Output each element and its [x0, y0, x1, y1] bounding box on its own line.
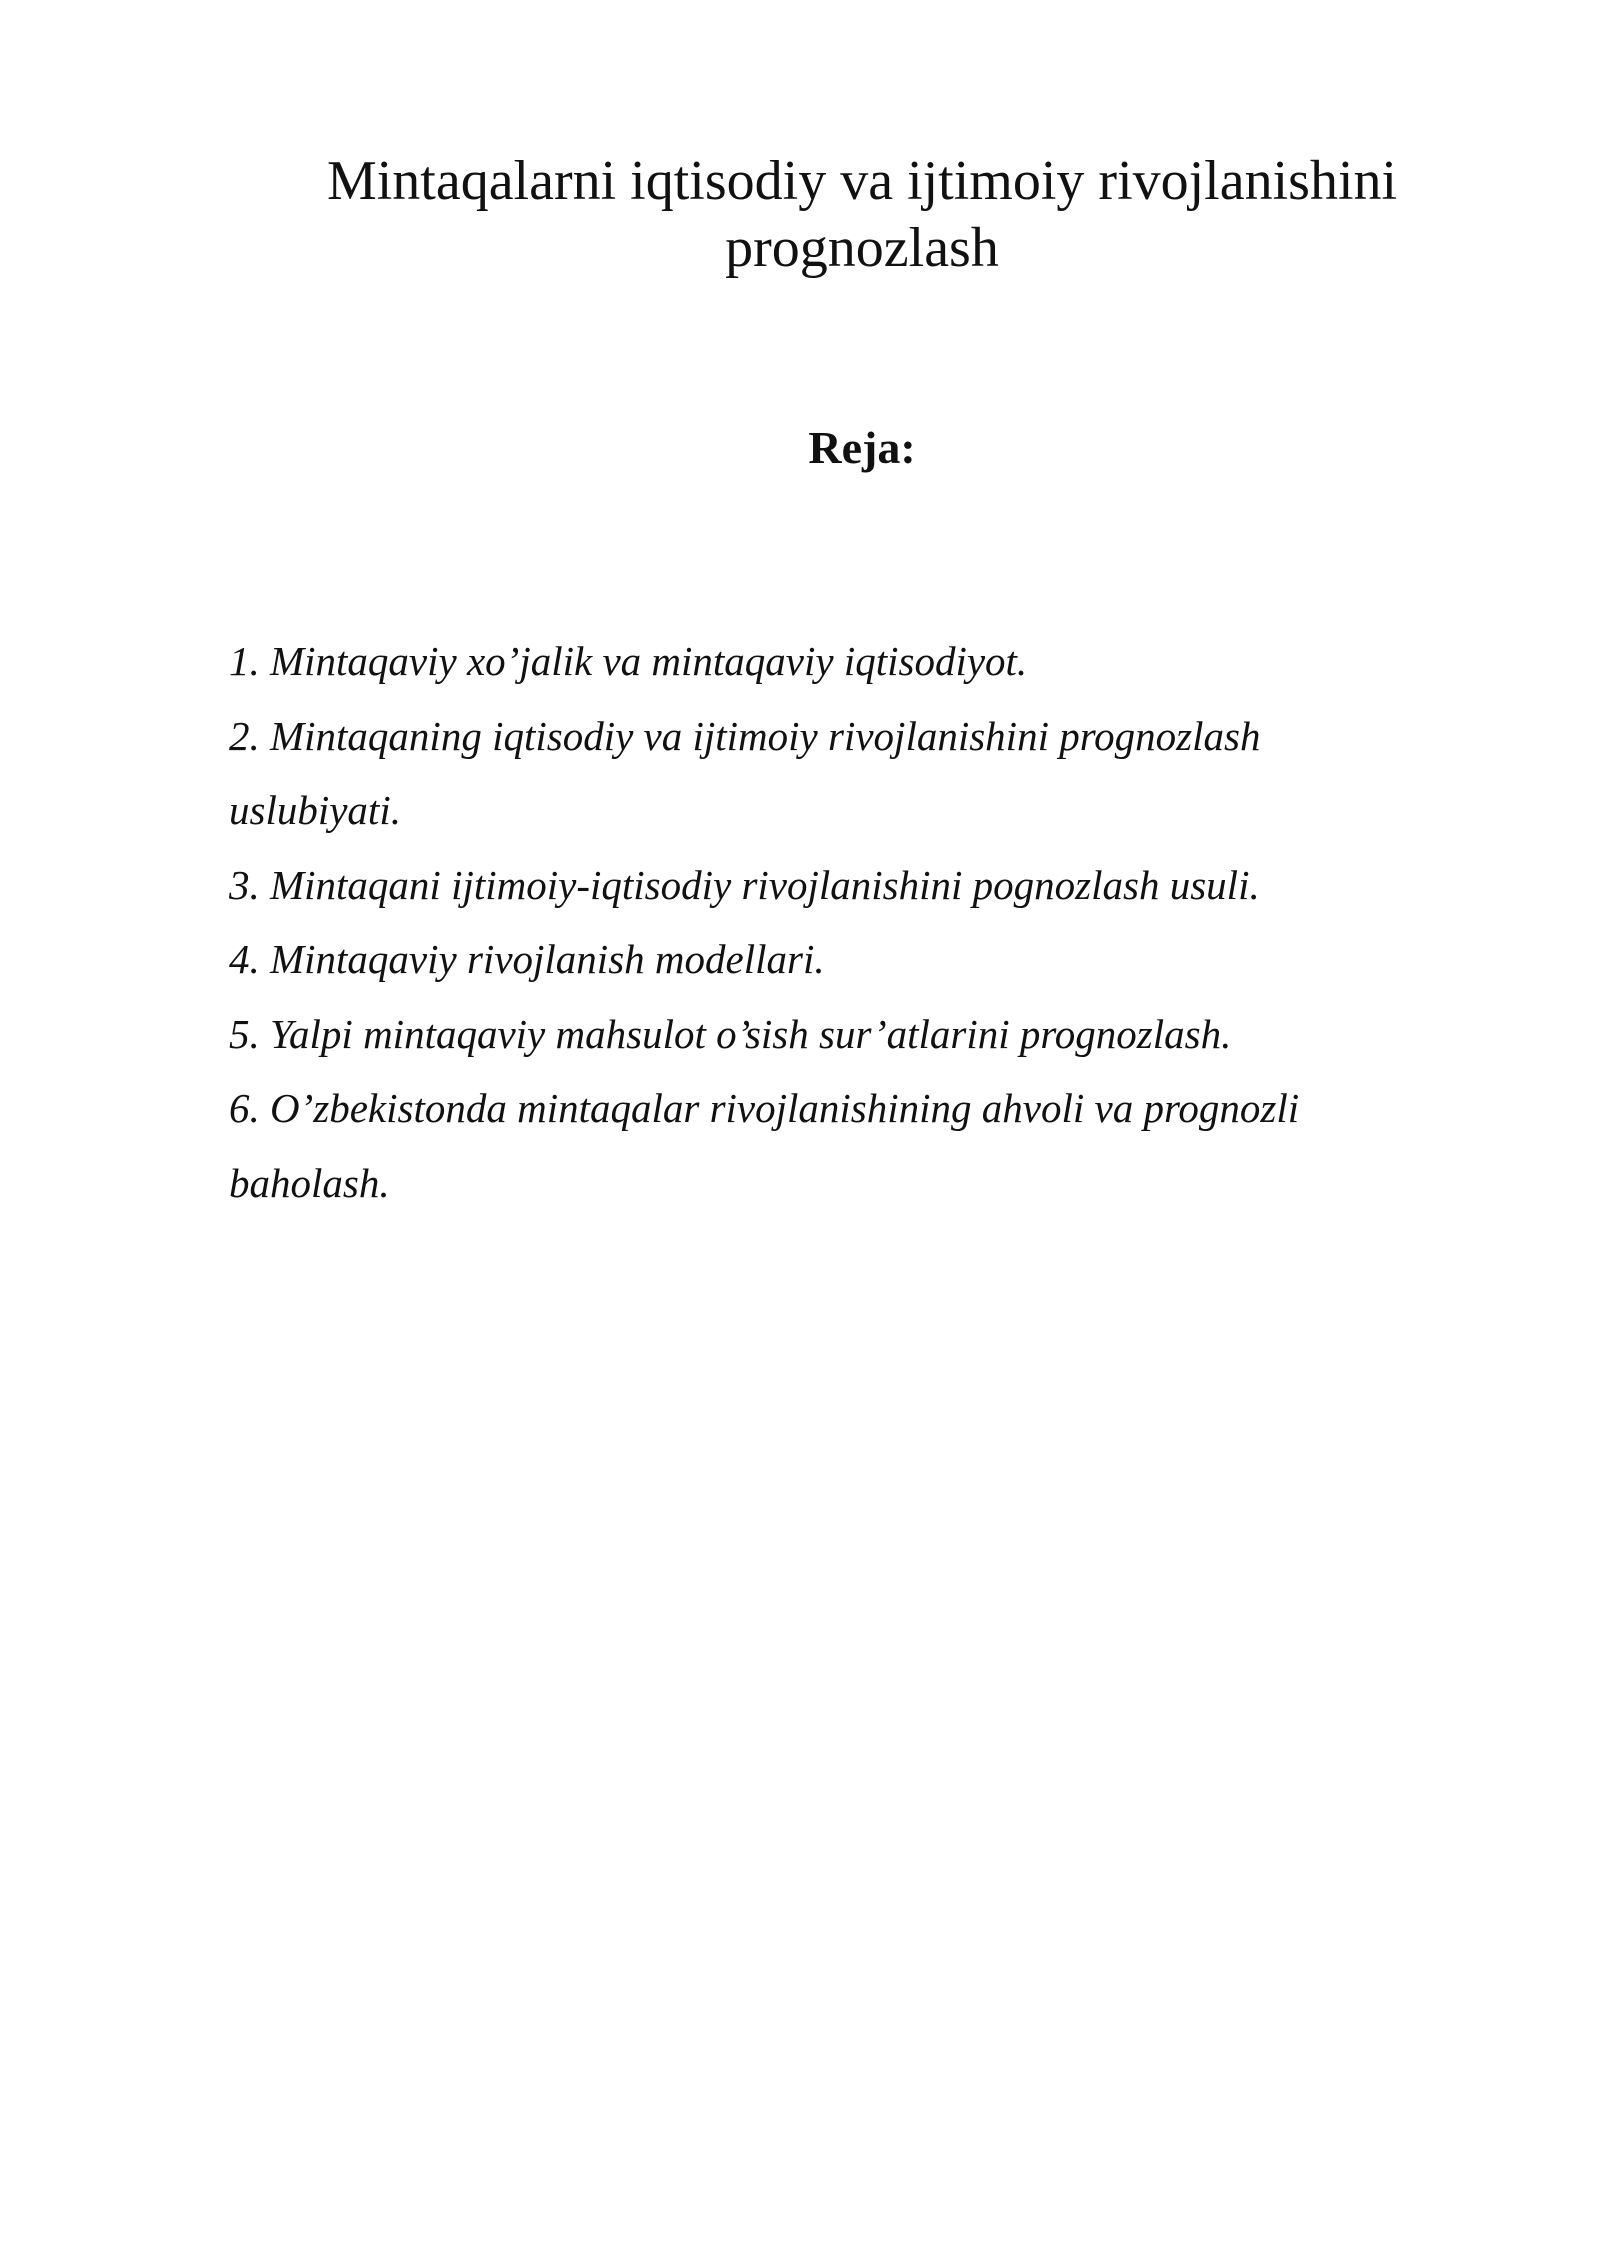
- list-item: 3. Mintaqani ijtimoiy-iqtisodiy rivojlanishini pognozlash usuli.: [229, 861, 1260, 908]
- list-item: 5. Yalpi mintaqaviy mahsulot o’sish sur’atlarini prognozlash.: [229, 1010, 1232, 1057]
- list-item: 6. O’zbekistonda mintaqalar rivojlanishining ahvoli va prognozli baholash.: [229, 1085, 1300, 1206]
- plan-list: [229, 624, 1389, 1220]
- list-item: 4. Mintaqaviy rivojlanish modellari.: [229, 936, 825, 982]
- page-title: Mintaqalarni iqtisodiy va ijtimoiy rivojlanishini prognozlash: [326, 150, 1398, 279]
- list-item: 1. Mintaqaviy xo’jalik va mintaqaviy iqtisodiyot.: [229, 638, 1028, 684]
- list-item: 2. Mintaqaning iqtisodiy va ijtimoiy rivojlanishini prognozlash uslubiyati.: [229, 712, 1261, 833]
- plan-heading: Reja:: [808, 422, 916, 473]
